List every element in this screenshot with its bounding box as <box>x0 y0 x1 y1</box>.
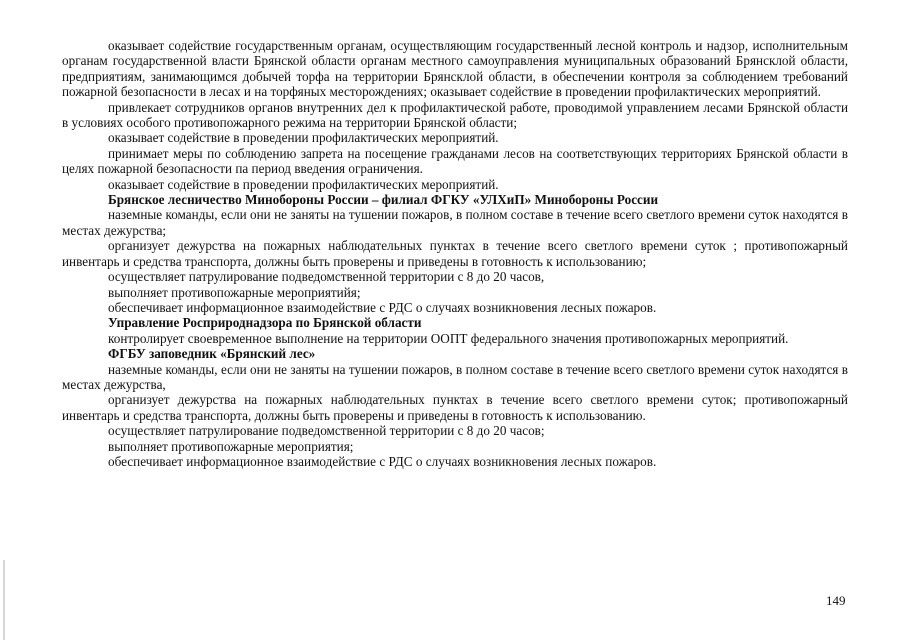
document-page <box>62 38 848 469</box>
paragraph-patrol: осуществляет патрулирование подведомственной территории с 8 до 20 часов; <box>108 423 545 439</box>
section-heading-bryansk-forest-reserve: ФГБУ заповедник «Брянский лес» <box>108 346 316 362</box>
page-number: 149 <box>826 593 846 608</box>
scan-edge-divider <box>3 560 5 640</box>
paragraph-police-involvement: привлекает сотрудников органов внутренних дел к профилактической работе, проводимой управлением лесами Брянской области в условиях особого противопожарного режима на территории Брянской области; <box>62 99 848 131</box>
section-heading-bryansk-forestry-mod: Брянское лесничество Минобороны России – филиал ФГКУ «УЛХиП» Минобороны России <box>108 192 659 208</box>
paragraph-forest-visit-ban: принимает меры по соблюдению запрета на посещение гражданами лесов на соответствующих территориях Брянской области в целях пожарной безопасности па период введения ограничения. <box>62 145 848 177</box>
paragraph-observation-duty: организует дежурства на пожарных наблюдательных пунктах в течение всего светлого времени суток; противопожарный инвентарь и средства транспорта, должны быть проверены и приведены в готовность к использованию. <box>62 392 848 423</box>
paragraph-prevention-support: оказывает содействие в проведении профилактических мероприятий. <box>108 176 499 192</box>
paragraph-ground-teams: наземные команды, если они не заняты на тушении пожаров, в полном составе в течение всего светлого времени суток находятся в местах дежурства; <box>62 207 848 238</box>
paragraph-info-exchange: обеспечивает информационное взаимодействие с РДС о случаях возникновения лесных пожаров. <box>108 453 657 469</box>
paragraph-fire-control-support: оказывает содействие государственным органам, осуществляющим государственный лесной контроль и надзор, исполнительным органам государственной власти Брянской области органам местного самоуправления муниципальных образований Брянсклой области, предприятиям, занимающимся добычей торфа на территории Брянсклой области, в обеспечении контроля за соблюдением требований пожарной безопасности в лесах и на торфяных месторождениях; оказывает содействие в проведении профилактических мероприятий. <box>62 38 848 100</box>
paragraph-ground-teams: наземные команды, если они не заняты на тушении пожаров, в полном составе в течение всего светлого времени суток находятся в местах дежурства, <box>62 361 848 392</box>
paragraph-fire-measures: выполняет противопожарные мероприятийя; <box>108 284 361 300</box>
paragraph-fire-measures: выполняет противопожарные мероприятия; <box>108 438 354 454</box>
paragraph-patrol: осуществляет патрулирование подведомственной территории с 8 до 20 часов, <box>108 269 545 285</box>
paragraph-prevention-support: оказывает содействие в проведении профилактических мероприятий. <box>108 130 499 146</box>
paragraph-info-exchange: обеспечивает информационное взаимодействие с РДС о случаях возникновения лесных пожаров. <box>108 299 657 315</box>
paragraph-oopt-control: контролирует своевременное выполнение на территории ООПТ федерального значения противопожарных мероприятий. <box>108 330 789 346</box>
section-heading-rosprirodnadzor: Управление Росприроднадзора по Брянской области <box>108 315 422 331</box>
paragraph-observation-duty: организует дежурства на пожарных наблюдательных пунктах в течение всего светлого времени суток ; противопожарный инвентарь и средства транспорта, должны быть проверены и приведены в готовность к использованию; <box>62 238 848 269</box>
